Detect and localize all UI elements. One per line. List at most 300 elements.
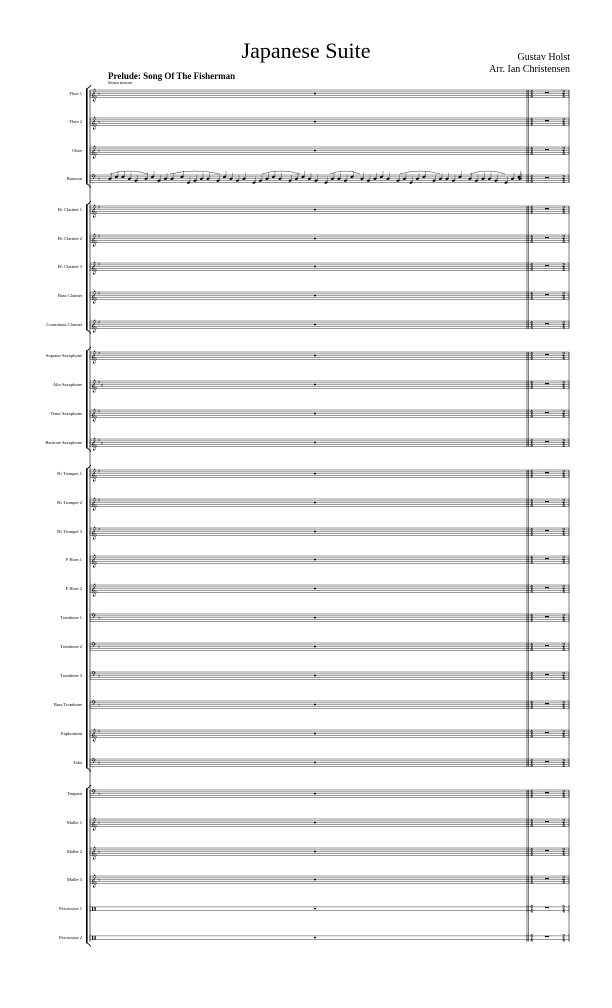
treble-clef-icon: 𝄞 <box>90 437 98 451</box>
whole-rest-icon <box>545 703 549 704</box>
whole-rest-icon <box>545 323 549 324</box>
time-signature-numerator: 4 <box>530 730 534 736</box>
note-head <box>324 181 328 184</box>
treble-clef-icon: 𝄞 <box>90 554 98 568</box>
treble-clef-icon: 𝄞 <box>90 728 98 742</box>
time-signature-denominator: 4 <box>530 532 534 538</box>
note-head <box>350 175 354 178</box>
time-signature-numerator: 4 <box>530 672 534 678</box>
arranger-name: Arr. Ian Christensen <box>489 64 570 75</box>
key-signature-sharp-icon: ♯ <box>98 469 101 475</box>
time-signature-numerator: 4 <box>530 381 534 387</box>
time-signature-denominator: 4 <box>562 356 566 362</box>
key-signature-sharp-icon: ♯ <box>100 441 103 447</box>
whole-rest-icon <box>545 530 549 531</box>
key-signature-sharp-icon: ♯ <box>98 262 101 268</box>
time-signature-numerator: 4 <box>530 848 534 854</box>
note-head <box>115 175 119 178</box>
time-signature-numerator: 4 <box>530 439 534 445</box>
instrument-label: F Horn 2 <box>65 585 82 591</box>
whole-rest-icon <box>545 907 549 908</box>
time-signature-denominator: 4 <box>562 938 566 944</box>
time-signature-numerator: 4 <box>530 90 534 96</box>
time-signature-numerator: 2 <box>562 410 566 416</box>
note-head <box>308 177 312 180</box>
whole-rest-icon <box>545 237 549 238</box>
note-head <box>193 179 197 182</box>
treble-clef-icon: 𝄞 <box>90 468 98 482</box>
time-signature-denominator: 4 <box>562 532 566 538</box>
time-signature-numerator: 2 <box>562 701 566 707</box>
note-head <box>252 181 256 184</box>
measure-rest-icon <box>314 851 316 852</box>
measure-rest-icon <box>314 266 316 267</box>
slur <box>330 171 360 174</box>
instrument-label: B♭ Trumpet 2 <box>57 499 82 505</box>
time-signature-denominator: 4 <box>530 296 534 302</box>
treble-clef-icon: 𝄞 <box>90 233 98 247</box>
time-signature-numerator: 2 <box>562 848 566 854</box>
whole-rest-icon <box>545 208 549 209</box>
instrument-label: B♭ Trumpet 3 <box>57 528 82 534</box>
slur <box>170 171 220 174</box>
key-signature-flat-icon: ♭ <box>98 849 101 855</box>
note-head <box>134 179 138 182</box>
note-head <box>144 177 148 180</box>
time-signature-denominator: 4 <box>530 474 534 480</box>
time-signature-denominator: 4 <box>562 503 566 509</box>
system-bracket <box>86 351 88 448</box>
instrument-label: Bassoon <box>66 175 82 181</box>
note-head <box>206 177 210 180</box>
instrument-label: Euphonium <box>61 730 82 736</box>
whole-rest-icon <box>545 501 549 502</box>
measure-rest-icon <box>314 822 316 823</box>
note-head <box>229 177 233 180</box>
time-signature-denominator: 4 <box>530 734 534 740</box>
whole-rest-icon <box>545 441 549 442</box>
whole-rest-icon <box>545 92 549 93</box>
note-head <box>386 177 390 180</box>
measure-rest-icon <box>314 238 316 239</box>
time-signature-denominator: 4 <box>530 676 534 682</box>
note-head <box>164 177 168 180</box>
measure-rest-icon <box>314 937 316 938</box>
note-head <box>396 179 400 182</box>
time-signature-numerator: 4 <box>530 206 534 212</box>
time-signature-denominator: 4 <box>530 647 534 653</box>
whole-rest-icon <box>545 149 549 150</box>
key-signature-sharp-icon: ♯ <box>98 351 101 357</box>
time-signature-denominator: 4 <box>562 296 566 302</box>
treble-clef-icon: 𝄞 <box>90 526 98 540</box>
whole-rest-icon <box>545 732 549 733</box>
percussion-clef-icon <box>95 936 96 940</box>
key-signature-sharp-icon: ♯ <box>98 409 101 415</box>
whole-rest-icon <box>545 821 549 822</box>
treble-clef-icon: 𝄞 <box>90 204 98 218</box>
time-signature-denominator: 4 <box>562 705 566 711</box>
slur <box>262 171 300 174</box>
instrument-label: Percussion 2 <box>59 934 82 940</box>
note-head <box>265 177 269 180</box>
time-signature-denominator: 4 <box>530 325 534 331</box>
measure-rest-icon <box>314 473 316 474</box>
time-signature-numerator: 4 <box>530 499 534 505</box>
note-head <box>151 175 155 178</box>
time-signature-denominator: 4 <box>530 122 534 128</box>
system-bracket <box>86 89 88 184</box>
note-head <box>452 179 456 182</box>
note-head <box>278 177 282 180</box>
time-signature-numerator: 4 <box>530 585 534 591</box>
bass-clef-icon: 𝄢 <box>91 757 97 767</box>
time-signature-denominator: 4 <box>530 705 534 711</box>
treble-clef-icon: 𝄞 <box>90 319 98 333</box>
system-bracket <box>86 469 88 768</box>
key-signature-sharp-icon: ♯ <box>98 234 101 240</box>
time-signature-numerator: 2 <box>562 147 566 153</box>
time-signature-numerator: 4 <box>530 905 534 911</box>
note-head <box>403 177 407 180</box>
time-signature-numerator: 2 <box>562 905 566 911</box>
measure-rest-icon <box>314 442 316 443</box>
note-head <box>272 175 276 178</box>
treble-clef-icon: 𝄞 <box>90 874 98 888</box>
time-signature-numerator: 2 <box>562 118 566 124</box>
key-signature-sharp-icon: ♯ <box>98 527 101 533</box>
note-head <box>488 177 492 180</box>
time-signature-denominator: 4 <box>562 909 566 915</box>
time-signature-numerator: 2 <box>562 672 566 678</box>
time-signature-numerator: 4 <box>530 470 534 476</box>
treble-clef-icon: 𝄞 <box>90 846 98 860</box>
measure-rest-icon <box>314 617 316 618</box>
time-signature-denominator: 4 <box>562 676 566 682</box>
time-signature-numerator: 2 <box>562 730 566 736</box>
time-signature-denominator: 4 <box>530 909 534 915</box>
time-signature-denominator: 4 <box>562 852 566 858</box>
note-head <box>360 177 364 180</box>
time-signature-denominator: 4 <box>530 239 534 245</box>
note-head <box>373 177 377 180</box>
time-signature-numerator: 4 <box>530 292 534 298</box>
measure-rest-icon <box>314 588 316 589</box>
instrument-label: Soprano Saxophone <box>45 352 82 358</box>
measure-rest-icon <box>314 209 316 210</box>
slur <box>110 171 148 174</box>
measure-rest-icon <box>314 559 316 560</box>
whole-rest-icon <box>545 674 549 675</box>
instrument-label: Oboe <box>72 147 82 153</box>
time-signature-numerator: 2 <box>562 263 566 269</box>
measure-rest-icon <box>314 675 316 676</box>
note-head <box>314 179 318 182</box>
note-head <box>337 177 341 180</box>
note-head <box>416 177 420 180</box>
measure-rest-icon <box>314 531 316 532</box>
treble-clef-icon: 𝄞 <box>90 88 98 102</box>
instrument-label: Flute 1 <box>69 90 82 96</box>
measure-rest-icon <box>314 502 316 503</box>
whole-rest-icon <box>545 792 549 793</box>
note-head <box>445 177 449 180</box>
whole-rest-icon <box>545 472 549 473</box>
time-signature-denominator: 4 <box>530 794 534 800</box>
note-head <box>236 179 240 182</box>
time-signature-numerator: 2 <box>562 292 566 298</box>
whole-rest-icon <box>545 558 549 559</box>
whole-rest-icon <box>545 265 549 266</box>
note-head <box>380 175 384 178</box>
time-signature-denominator: 4 <box>530 267 534 273</box>
instrument-label: Mallet 3 <box>66 876 82 882</box>
time-signature-numerator: 4 <box>530 759 534 765</box>
time-signature-denominator: 4 <box>562 210 566 216</box>
time-signature-denominator: 4 <box>562 385 566 391</box>
instrument-label: B♭ Clarinet 3 <box>57 263 82 269</box>
note-head <box>128 177 132 180</box>
time-signature-numerator: 2 <box>562 614 566 620</box>
time-signature-denominator: 4 <box>562 325 566 331</box>
treble-clef-icon: 𝄞 <box>90 145 98 159</box>
time-signature-numerator: 4 <box>530 614 534 620</box>
key-signature-flat-icon: ♭ <box>98 644 101 650</box>
time-signature-denominator: 4 <box>530 938 534 944</box>
slur <box>470 171 505 174</box>
treble-clef-icon: 𝄞 <box>90 408 98 422</box>
time-signature-denominator: 4 <box>562 618 566 624</box>
whole-rest-icon <box>545 936 549 937</box>
note-head <box>108 177 112 180</box>
movement-title: Prelude: Song Of The Fisherman <box>108 71 236 81</box>
time-signature-numerator: 4 <box>530 352 534 358</box>
time-signature-numerator: 2 <box>562 206 566 212</box>
time-signature-numerator: 4 <box>530 876 534 882</box>
key-signature-sharp-icon: ♯ <box>98 291 101 297</box>
bass-clef-icon: 𝄢 <box>91 173 97 183</box>
whole-rest-icon <box>545 383 549 384</box>
time-signature-denominator: 4 <box>562 474 566 480</box>
key-signature-flat-icon: ♭ <box>98 791 101 797</box>
key-signature-sharp-icon: ♯ <box>98 498 101 504</box>
time-signature-denominator: 4 <box>562 414 566 420</box>
measure-rest-icon <box>314 384 316 385</box>
key-signature-flat-icon: ♭ <box>98 673 101 679</box>
system-bracket <box>86 205 88 330</box>
note-head <box>494 179 498 182</box>
time-signature-numerator: 4 <box>530 556 534 562</box>
treble-clef-icon: 𝄞 <box>90 379 98 393</box>
instrument-label: Mallet 1 <box>66 819 82 825</box>
measure-rest-icon <box>314 121 316 122</box>
time-signature-denominator: 4 <box>530 94 534 100</box>
time-signature-denominator: 4 <box>562 122 566 128</box>
time-signature-denominator: 4 <box>562 267 566 273</box>
instrument-label: Baritone Saxophone <box>45 439 82 445</box>
time-signature-denominator: 4 <box>562 443 566 449</box>
time-signature-numerator: 4 <box>530 118 534 124</box>
instrument-label: Trombone 1 <box>60 614 82 620</box>
time-signature-numerator: 4 <box>530 175 534 181</box>
time-signature-numerator: 2 <box>562 352 566 358</box>
time-signature-denominator: 4 <box>562 239 566 245</box>
whole-rest-icon <box>545 354 549 355</box>
measure-rest-icon <box>314 793 316 794</box>
whole-rest-icon <box>545 177 549 178</box>
whole-rest-icon <box>545 616 549 617</box>
key-signature-flat-icon: ♭ <box>98 91 101 97</box>
measure-rest-icon <box>314 93 316 94</box>
note-head <box>458 175 462 178</box>
time-signature-denominator: 4 <box>562 647 566 653</box>
time-signature-numerator: 2 <box>562 759 566 765</box>
tempo-marking: Senza misura <box>108 80 133 85</box>
time-signature-numerator: 4 <box>530 643 534 649</box>
note-head <box>216 179 220 182</box>
time-signature-denominator: 4 <box>530 356 534 362</box>
measure-rest-icon <box>314 355 316 356</box>
key-signature-sharp-icon: ♯ <box>98 438 101 444</box>
time-signature-denominator: 4 <box>530 618 534 624</box>
time-signature-denominator: 4 <box>530 179 534 185</box>
time-signature-numerator: 2 <box>562 819 566 825</box>
time-signature-numerator: 2 <box>562 381 566 387</box>
key-signature-flat-icon: ♭ <box>98 615 101 621</box>
note-head <box>121 175 125 178</box>
instrument-label: Trombone 2 <box>60 643 82 649</box>
time-signature-numerator: 4 <box>530 263 534 269</box>
time-signature-denominator: 4 <box>562 763 566 769</box>
time-signature-denominator: 4 <box>562 179 566 185</box>
time-signature-numerator: 4 <box>530 147 534 153</box>
key-signature-flat-icon: ♭ <box>98 702 101 708</box>
time-signature-numerator: 2 <box>562 235 566 241</box>
note-head <box>295 177 299 180</box>
note-head <box>344 179 348 182</box>
measure-rest-icon <box>314 413 316 414</box>
bass-clef-icon: 𝄢 <box>91 788 97 798</box>
key-signature-flat-icon: ♭ <box>98 148 101 154</box>
note-head <box>432 179 436 182</box>
time-signature-denominator: 4 <box>562 151 566 157</box>
percussion-clef-icon <box>92 936 93 940</box>
whole-rest-icon <box>545 412 549 413</box>
time-signature-denominator: 4 <box>530 852 534 858</box>
measure-rest-icon <box>314 646 316 647</box>
time-signature-numerator: 2 <box>562 90 566 96</box>
time-signature-numerator: 2 <box>562 934 566 940</box>
whole-rest-icon <box>545 878 549 879</box>
time-signature-denominator: 4 <box>530 210 534 216</box>
time-signature-denominator: 4 <box>530 560 534 566</box>
time-signature-numerator: 2 <box>562 790 566 796</box>
treble-clef-icon: 𝄞 <box>90 116 98 130</box>
time-signature-denominator: 4 <box>530 443 534 449</box>
note-head <box>504 181 508 184</box>
measure-rest-icon <box>314 762 316 763</box>
whole-rest-icon <box>545 761 549 762</box>
instrument-label: Mallet 2 <box>66 848 82 854</box>
measure-rest-icon <box>314 150 316 151</box>
treble-clef-icon: 𝄞 <box>90 261 98 275</box>
note-head <box>331 177 335 180</box>
whole-rest-icon <box>545 294 549 295</box>
key-signature-flat-icon: ♭ <box>98 760 101 766</box>
time-signature-numerator: 2 <box>562 876 566 882</box>
time-signature-numerator: 4 <box>530 790 534 796</box>
time-signature-denominator: 4 <box>530 880 534 886</box>
key-signature-flat-icon: ♭ <box>98 877 101 883</box>
time-signature-denominator: 4 <box>562 94 566 100</box>
note-head <box>259 179 263 182</box>
key-signature-sharp-icon: ♯ <box>98 729 101 735</box>
time-signature-denominator: 4 <box>530 763 534 769</box>
time-signature-numerator: 2 <box>562 439 566 445</box>
key-signature-flat-icon: ♭ <box>98 176 101 182</box>
time-signature-denominator: 4 <box>530 823 534 829</box>
key-signature-sharp-icon: ♯ <box>98 380 101 386</box>
instrument-label: B♭ Trumpet 1 <box>57 470 82 476</box>
key-signature-sharp-icon: ♯ <box>98 320 101 326</box>
note-head <box>475 179 479 182</box>
time-signature-numerator: 2 <box>562 175 566 181</box>
note-head <box>367 179 371 182</box>
composer-name: Gustav Holst <box>517 52 570 63</box>
note-head <box>242 177 246 180</box>
note-head <box>511 177 515 180</box>
time-signature-numerator: 4 <box>530 934 534 940</box>
instrument-label: F Horn 1 <box>65 556 82 562</box>
time-signature-numerator: 4 <box>530 701 534 707</box>
bass-clef-icon: 𝄢 <box>91 641 97 651</box>
time-signature-denominator: 4 <box>530 385 534 391</box>
time-signature-numerator: 4 <box>530 410 534 416</box>
note-head <box>157 179 161 182</box>
system-bracket <box>86 789 88 943</box>
whole-rest-icon <box>545 120 549 121</box>
measure-rest-icon <box>314 879 316 880</box>
key-signature-flat-icon: ♭ <box>98 820 101 826</box>
time-signature-denominator: 4 <box>530 589 534 595</box>
time-signature-numerator: 2 <box>562 585 566 591</box>
time-signature-numerator: 2 <box>562 499 566 505</box>
instrument-label: Flute 2 <box>69 118 82 124</box>
note-head <box>170 177 174 180</box>
percussion-clef-icon <box>95 907 96 911</box>
note-head <box>301 175 305 178</box>
instrument-label: B♭ Clarinet 2 <box>57 235 82 241</box>
time-signature-denominator: 4 <box>562 734 566 740</box>
time-signature-numerator: 2 <box>562 528 566 534</box>
instrument-label: Contrabass Clarinet <box>46 321 82 327</box>
time-signature-numerator: 2 <box>562 643 566 649</box>
measure-rest-icon <box>314 733 316 734</box>
note-head <box>200 177 204 180</box>
time-signature-numerator: 4 <box>530 321 534 327</box>
note-head <box>422 175 426 178</box>
time-signature-denominator: 4 <box>530 151 534 157</box>
bass-clef-icon: 𝄢 <box>91 670 97 680</box>
note-head <box>288 179 292 182</box>
note-head <box>468 177 472 180</box>
instrument-label: Percussion 1 <box>59 905 82 911</box>
key-signature-sharp-icon: ♯ <box>100 383 103 389</box>
time-signature-denominator: 4 <box>562 560 566 566</box>
time-signature-denominator: 4 <box>530 503 534 509</box>
measure-rest-icon <box>314 704 316 705</box>
key-signature-sharp-icon: ♯ <box>98 205 101 211</box>
